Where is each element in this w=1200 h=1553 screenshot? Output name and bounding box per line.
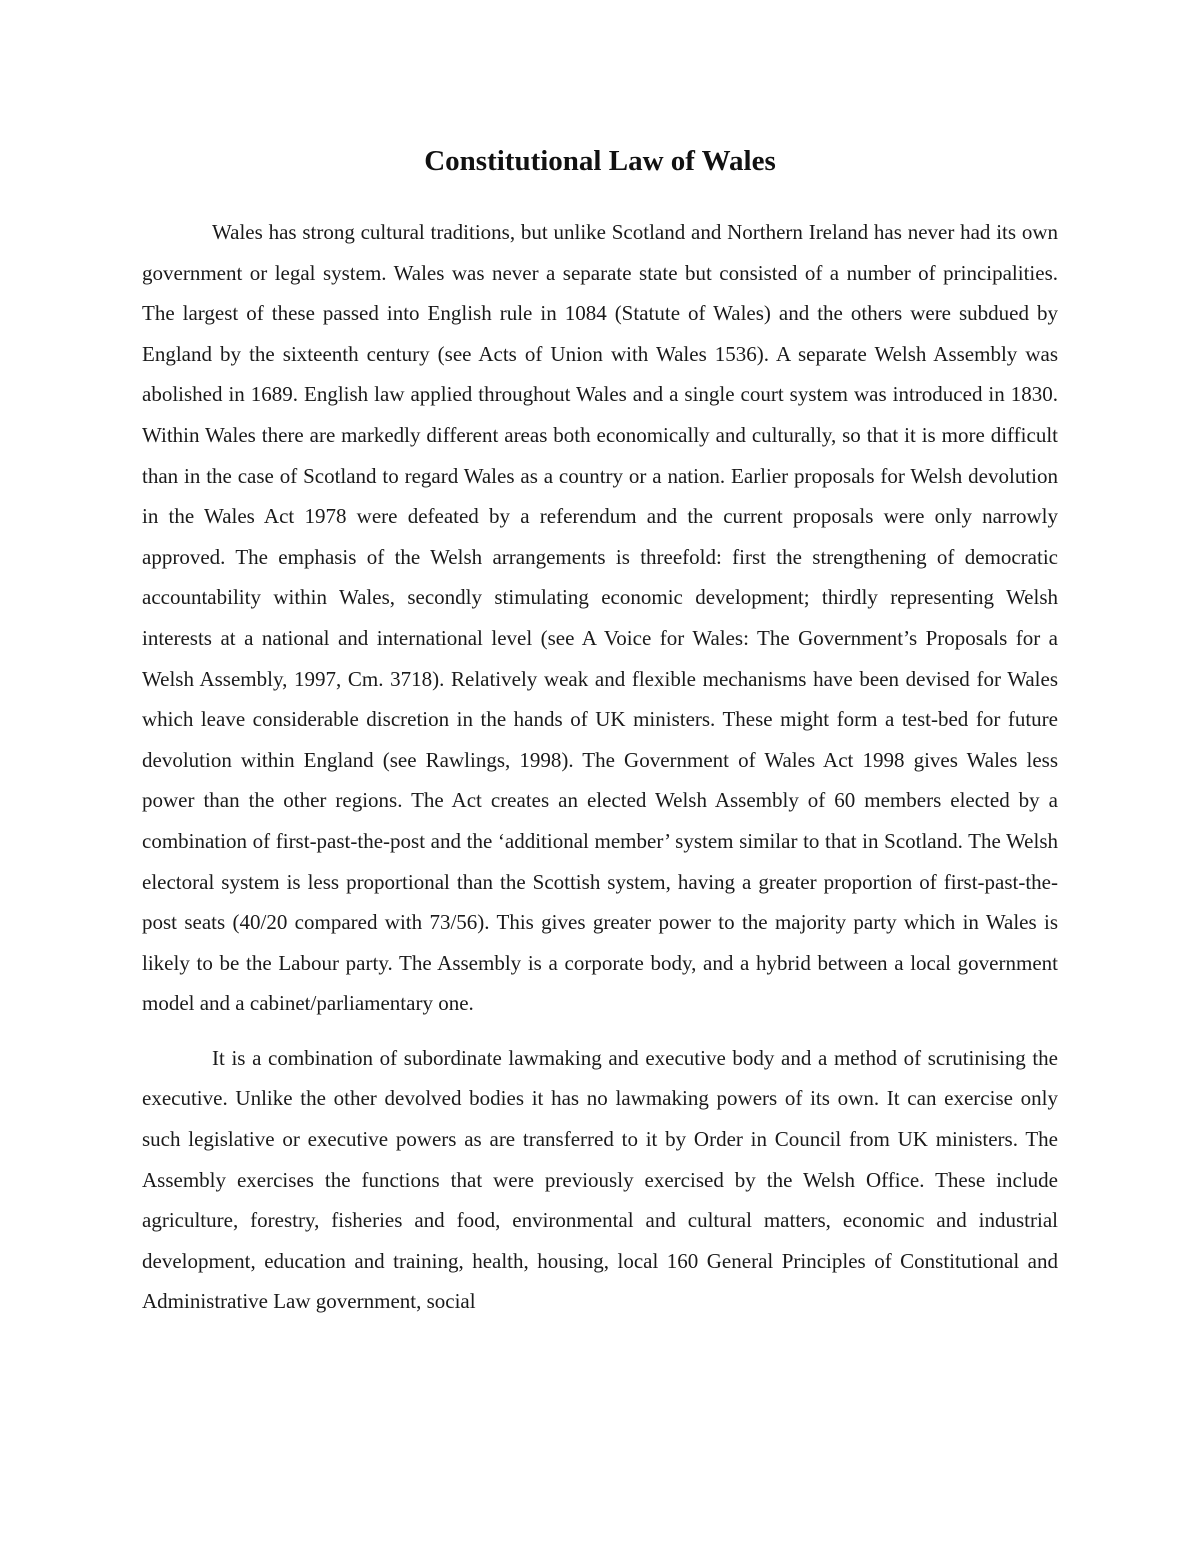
document-page — [142, 140, 1058, 1322]
body-paragraph: It is a combination of subordinate lawmaking and executive body and a method of scrutinising the executive. Unlike the other devolved bodies it has no lawmaking powers of its own. It can exercise only such legislative or executive powers as are transferred to it by Order in Council from UK ministers. The Assembly exercises the functions that were previously exercised by the Welsh Office. These include agriculture, forestry, fisheries and food, environmental and cultural matters, economic and industrial development, education and training, health, housing, local 160 General Principles of Constitutional and Administrative Law government, social — [142, 1045, 1058, 1314]
document-title: Constitutional Law of Wales — [424, 145, 776, 177]
body-paragraph: Wales has strong cultural traditions, but unlike Scotland and Northern Ireland has never had its own government or legal system. Wales was never a separate state but consisted of a number of principalities. The largest of these passed into English rule in 1084 (Statute of Wales) and the others were subdued by England by the sixteenth century (see Acts of Union with Wales 1536). A separate Welsh Assembly was abolished in 1689. English law applied throughout Wales and a single court system was introduced in 1830. Within Wales there are markedly different areas both economically and culturally, so that it is more difficult than in the case of Scotland to regard Wales as a country or a nation. Earlier proposals for Welsh devolution in the Wales Act 1978 were defeated by a referendum and the current proposals were only narrowly approved. The emphasis of the Welsh arrangements is threefold: first the strengthening of democratic accountability within Wales, secondly stimulating economic development; thirdly representing Welsh interests at a national and international level (see A Voice for Wales: The Government’s Proposals for a Welsh Assembly, 1997, Cm. 3718). Relatively weak and flexible mechanisms have been devised for Wales which leave considerable discretion in the hands of UK ministers. These might form a test-bed for future devolution within England (see Rawlings, 1998). The Government of Wales Act 1998 gives Wales less power than the other regions. The Act creates an elected Welsh Assembly of 60 members elected by a combination of first-past-the-post and the ‘additional member’ system similar to that in Scotland. The Welsh electoral system is less proportional than the Scottish system, having a greater proportion of first-past-the-post seats (40/20 compared with 73/56). This gives greater power to the majority party which in Wales is likely to be the Labour party. The Assembly is a corporate body, and a hybrid between a local government model and a cabinet/parliamentary one. — [142, 220, 1058, 1016]
